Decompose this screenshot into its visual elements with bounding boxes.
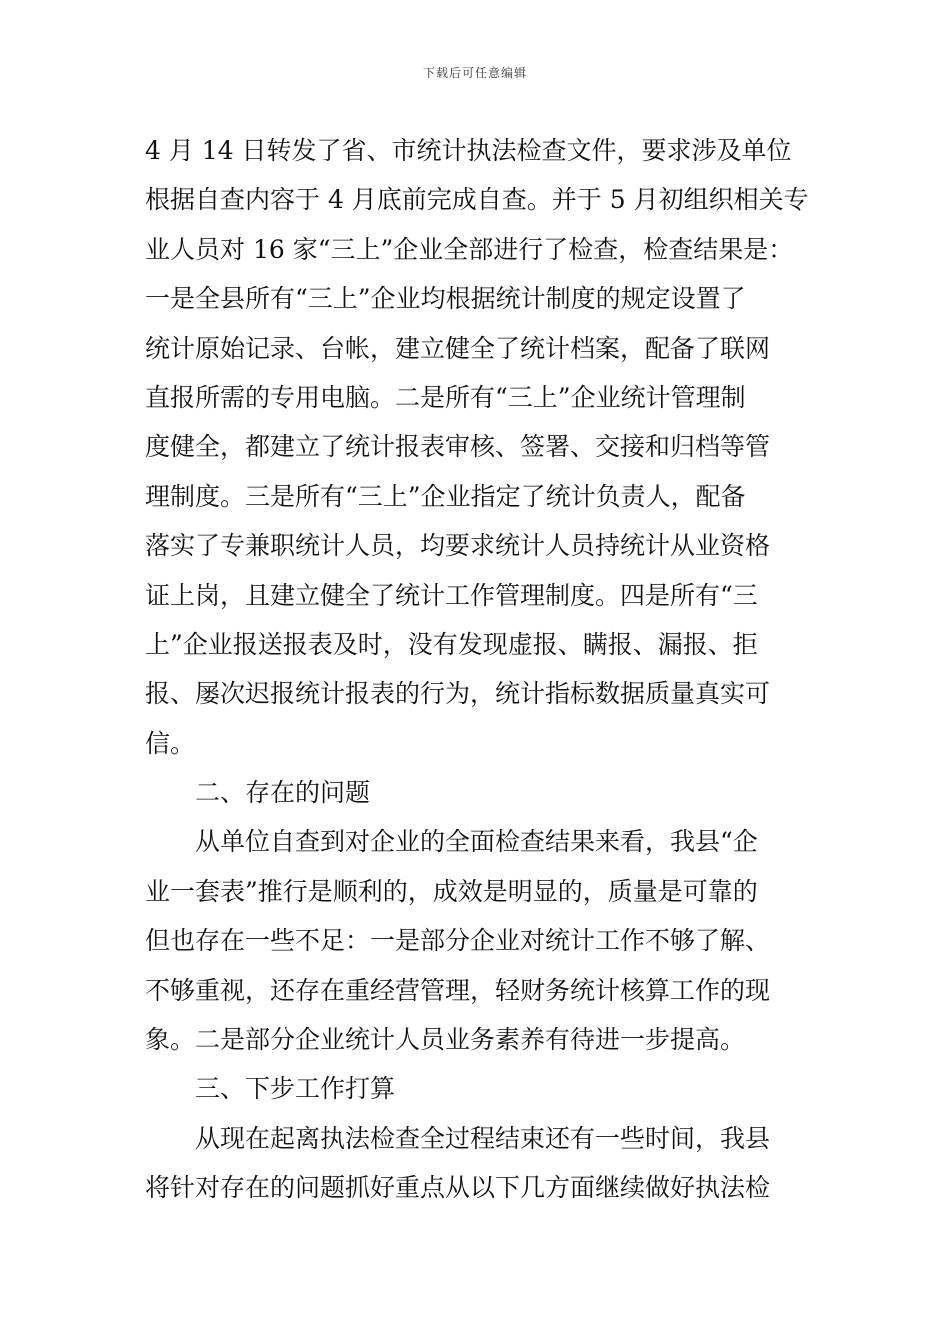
body-line: 落实了专兼职统计人员，均要求统计人员持统计从业资格: [145, 531, 771, 561]
body-line: 从现在起离执法检查全过程结束还有一些时间，我县: [195, 1123, 771, 1153]
body-line: 根据自查内容于 4 月底前完成自查。并于 5 月初组织相关专: [145, 185, 809, 215]
body-line: 度健全，都建立了统计报表审核、签署、交接和归档等管: [145, 432, 771, 462]
body-line: 报、屡次迟报统计报表的行为，统计指标数据质量真实可: [145, 679, 771, 709]
body-line: 将针对存在的问题抓好重点从以下几方面继续做好执法检: [145, 1173, 771, 1203]
section-heading-next-steps: 三、下步工作打算: [195, 1074, 396, 1104]
body-line: 理制度。三是所有“三上”企业指定了统计负责人，配备: [145, 481, 746, 511]
body-line: 统计原始记录、台帐，建立健全了统计档案，配备了联网: [145, 333, 771, 363]
body-line: 从单位自查到对企业的全面检查结果来看，我县“企: [195, 827, 758, 857]
body-line: 业一套表”推行是顺利的，成效是明显的，质量是可靠的: [145, 876, 758, 906]
section-heading-problems: 二、存在的问题: [195, 778, 371, 808]
document-body: [145, 126, 817, 1213]
page-header: 下载后可任意编辑: [422, 66, 527, 80]
body-line: 象。二是部分企业统计人员业务素养有待进一步提高。: [145, 1025, 746, 1055]
body-line: 一是全县所有“三上”企业均根据统计制度的规定设置了: [145, 284, 746, 314]
body-line: 直报所需的专用电脑。二是所有“三上”企业统计管理制: [145, 382, 746, 412]
body-line: 不够重视，还存在重经营管理，轻财务统计核算工作的现: [145, 975, 771, 1005]
body-line: 上”企业报送报表及时，没有发现虚报、瞒报、漏报、拒: [145, 629, 758, 659]
body-line: 4 月 14 日转发了省、市统计执法检查文件，要求涉及单位: [145, 136, 792, 165]
body-line: 业人员对 16 家“三上”企业全部进行了检查，检查结果是：: [145, 234, 794, 264]
body-line: 信。: [145, 728, 196, 758]
body-line: 证上岗，且建立健全了统计工作管理制度。四是所有“三: [145, 580, 758, 610]
body-line: 但也存在一些不足：一是部分企业对统计工作不够了解、: [145, 926, 771, 956]
